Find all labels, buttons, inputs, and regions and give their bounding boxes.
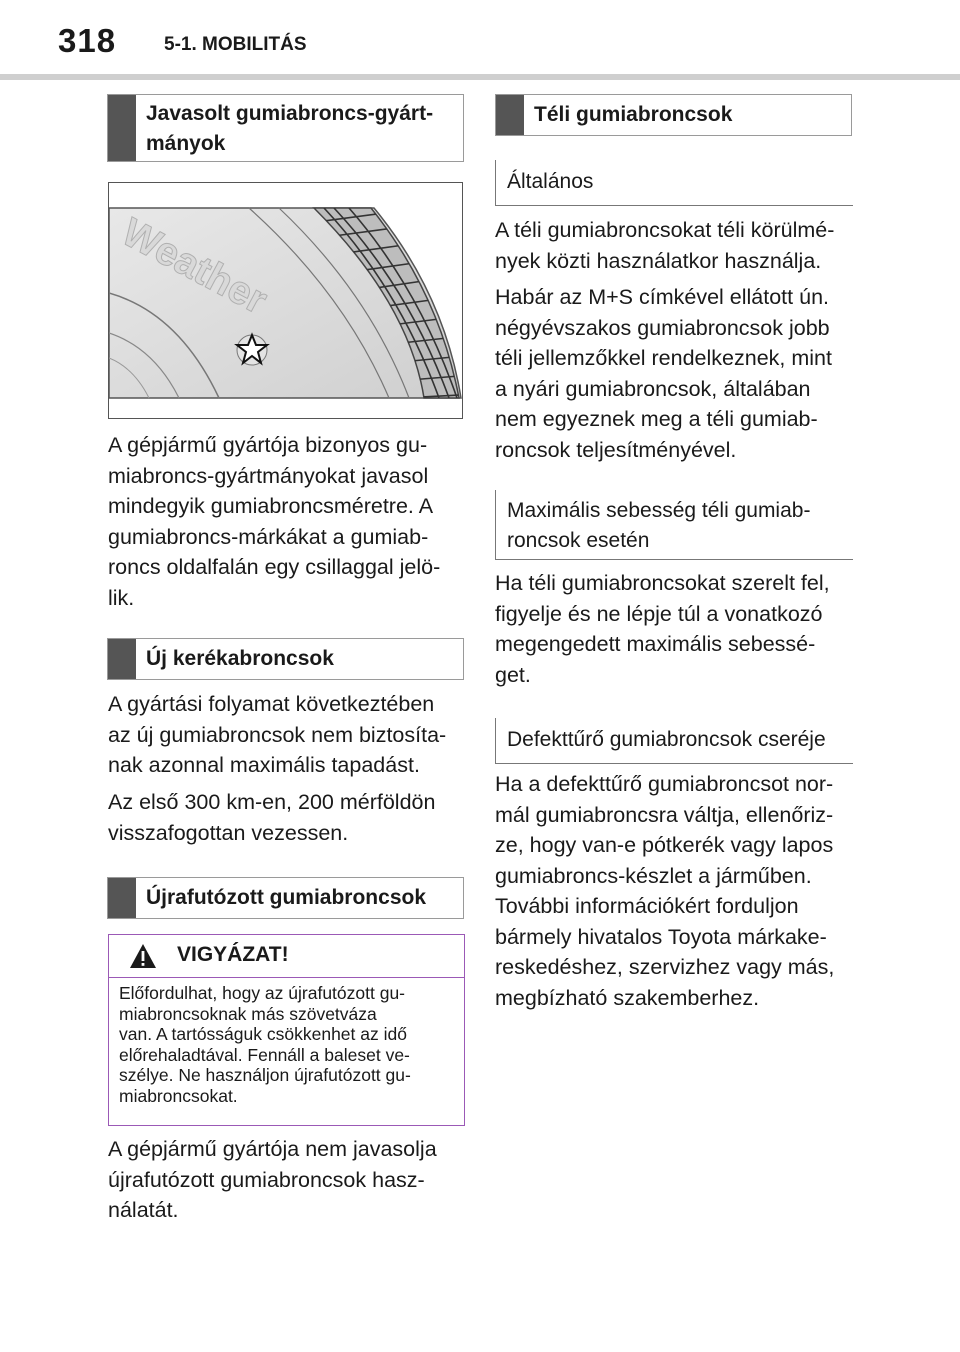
star-icon (237, 335, 267, 365)
general-paragraph-2: Habár az M+S címkével ellátott ún. négyévszakos gumiabroncsok jobb téli jellemzőkkel rendelkeznek, mint a nyári gumiabroncsok, általában nem egyeznek meg a téli gumiab- roncsok teljesítményével. (495, 285, 832, 462)
subheading-runflat: Defekttűrő gumiabroncsok cseréje (495, 718, 853, 764)
tire-star-figure (108, 182, 463, 419)
heading-recommended-tires: Javasolt gumiabroncs-gyárt- mányok (107, 94, 464, 162)
recommended-paragraph: A gépjármű gyártója bizonyos gu- miabroncs-gyártmányokat javasol mindegyik gumiabroncsméretre. A gumiabroncs-márkákat a gumiab- roncs oldalfalán egy csillaggal jelö- lik. (108, 433, 441, 610)
heading-retreaded-tires: Újrafutózott gumiabroncsok (107, 877, 464, 919)
runflat-paragraph: Ha a defekttűrő gumiabroncsot nor- mál gumiabroncsra váltja, ellenőriz- ze, hogy van-e pótkerék vagy lapos gumiabroncs-készlet a járműben. További információkért forduljon bármely hivatalos Toyota márkake- reskedéshez, szervizhez vagy más, megbízható szakemberhez. (495, 772, 835, 1010)
tire-illustration (109, 183, 463, 419)
warning-icon (129, 943, 157, 969)
header-rule (0, 74, 960, 80)
new-tires-paragraph-2: Az első 300 km-en, 200 mérföldön visszafogottan vezessen. (108, 790, 436, 845)
warning-box (108, 934, 465, 1126)
heading-bar (496, 95, 524, 135)
warning-header (109, 935, 464, 978)
heading-bar (108, 878, 136, 918)
section-title: 5-1. MOBILITÁS (164, 34, 307, 55)
subheading-max-speed: Maximális sebesség téli gumiab- roncsok esetén (495, 490, 853, 560)
page-header (0, 0, 960, 80)
warning-text: Előfordulhat, hogy az újrafutózott gu- miabroncsoknak más szövetváza van. A tartósságuk csökkenhet az idő előrehaladtával. Fennáll a baleset ve- szélye. Ne használjon újrafutózott gu- miabroncsokat. (119, 983, 411, 1106)
page-number: 318 (58, 22, 117, 59)
new-tires-paragraph-1: A gyártási folyamat következtében az új gumiabroncsok nem biztosíta- nak azonnal maximális tapadást. (108, 692, 447, 777)
warning-title: VIGYÁZAT! (177, 943, 289, 966)
subheading-general: Általános (495, 160, 853, 206)
heading-new-tires: Új kerékabroncsok (107, 638, 464, 680)
sidewall-lettering: Weather (114, 210, 275, 323)
heading-winter-tires: Téli gumiabroncsok (495, 94, 852, 136)
general-paragraph-1: A téli gumiabroncsokat téli körülmé- nyek közti használatkor használja. (495, 218, 835, 273)
heading-bar (108, 95, 136, 161)
heading-bar (108, 639, 136, 679)
retreaded-paragraph: A gépjármű gyártója nem javasolja újrafutózott gumiabroncsok hasz- nálatát. (108, 1137, 437, 1222)
max-speed-paragraph: Ha téli gumiabroncsokat szerelt fel, figyelje és ne lépje túl a vonatkozó megengedett maximális sebessé- get. (495, 571, 830, 687)
